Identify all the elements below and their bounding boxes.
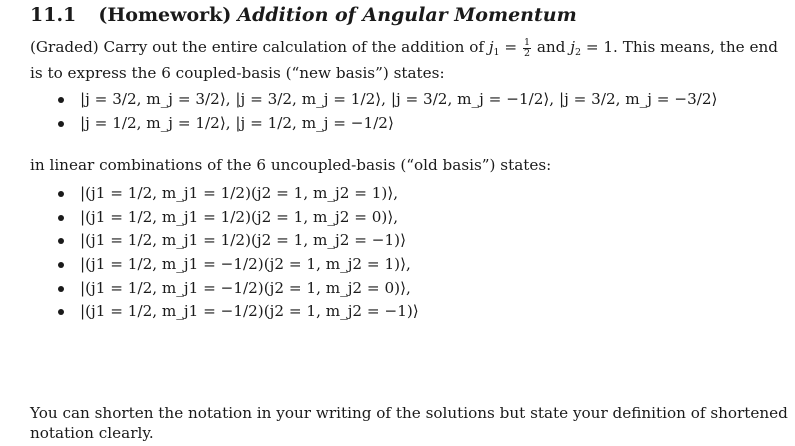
section-heading: [30, 4, 577, 26]
intro-j2-formula: $j_2 = 1$: [570, 38, 614, 58]
section-label: (Homework): [98, 4, 232, 26]
uncoupled-state-item: |(j1 = 1/2, m_j1 = −1/2)(j2 = 1, m_j2 = 1)⟩,: [56, 253, 419, 277]
intro-and: and: [536, 38, 566, 56]
section-title: Addition of Angular Momentum: [237, 4, 577, 26]
uncoupled-state-item: |(j1 = 1/2, m_j1 = −1/2)(j2 = 1, m_j2 = 0)⟩,: [56, 277, 419, 301]
uncoupled-states-list: [56, 182, 419, 324]
uncoupled-state-item: |(j1 = 1/2, m_j1 = 1/2)(j2 = 1, m_j2 = −1)⟩: [56, 229, 419, 253]
coupled-states-item: |j = 1/2, m_j = 1/2⟩, |j = 1/2, m_j = −1/2⟩: [56, 112, 717, 136]
middle-paragraph: in linear combinations of the 6 uncoupled-basis (“old basis”) states:: [30, 156, 552, 174]
footer-paragraph: You can shorten the notation in your writing of the solutions but state your definition of shortened notation clearly.: [30, 404, 788, 442]
uncoupled-state-item: |(j1 = 1/2, m_j1 = −1/2)(j2 = 1, m_j2 = −1)⟩: [56, 300, 419, 324]
section-number: 11.1: [30, 4, 77, 26]
uncoupled-state-item: |(j1 = 1/2, m_j1 = 1/2)(j2 = 1, m_j2 = 1)⟩,: [56, 182, 419, 206]
intro-paragraph: [30, 37, 788, 83]
coupled-states-item: |j = 3/2, m_j = 3/2⟩, |j = 3/2, m_j = 1/2⟩, |j = 3/2, m_j = −1/2⟩, |j = 3/2, m_j = −3/2⟩: [56, 88, 717, 112]
intro-j1-formula: $j_1$ = $\frac{1}{2}$: [488, 37, 531, 59]
intro-text-part2: . This means, the end is to express the 6 coupled-basis (“new basis”) states:: [30, 38, 778, 82]
coupled-states-list: [56, 88, 717, 135]
intro-text-part1: (Graded) Carry out the entire calculation of the addition of: [30, 38, 484, 56]
uncoupled-state-item: |(j1 = 1/2, m_j1 = 1/2)(j2 = 1, m_j2 = 0)⟩,: [56, 206, 419, 230]
